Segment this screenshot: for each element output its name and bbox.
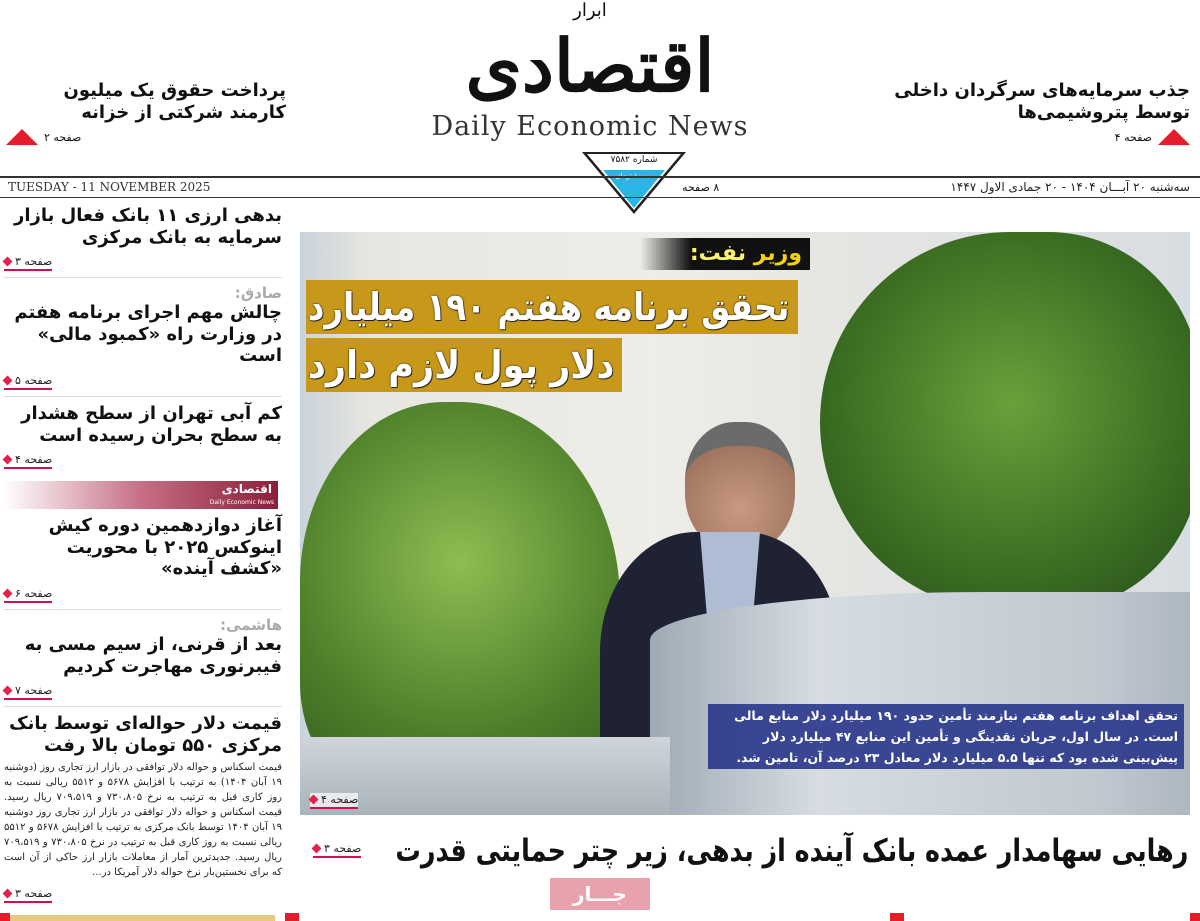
red-marker (890, 913, 904, 921)
sidebar-headline: بدهی ارزی ۱۱ بانک فعال بازار سرمایه به بانک مرکزی (13, 205, 282, 248)
date-english: TUESDAY - 11 NOVEMBER 2025 (8, 180, 211, 194)
bottom-headline[interactable]: رهایی سهامدار عمده بانک آینده از بدهی، زیر چتر حمایتی قدرت (395, 833, 1188, 869)
kicker-part: نفت: (689, 241, 747, 266)
teaser-headline: جذب سرمایه‌های سرگردان داخلی توسط پتروشیمی‌ها (894, 80, 1190, 123)
teaser-headline: پرداخت حقوق یک میلیون کارمند شرکتی از خزانه (63, 80, 286, 123)
sidebar-headline: کم آبی تهران از سطح هشدار به سطح بحران رسیده است (21, 402, 282, 446)
bottom-image-strip (10, 915, 275, 921)
teaser-page[interactable]: صفحه ۴ (1114, 130, 1152, 144)
sidebar-item[interactable] (4, 205, 282, 278)
sidebar-body: قیمت اسکناس و حواله دلار توافقی در بازار ارز تجاری روز (دوشنبه ۱۹ آبان ۱۴۰۴) به ترتیب با افزایش ۵۶۷۸ و ۵۵۱۲ ریالی نسبت به روز کاری قبل به ترتیب به نرخ ۷۳۰،۸۰۵ و ۷۰۹،۵۱۹ ریال رسید. قیمت اسکناس و حواله دلار توافقی در بازار ارز تجاری روز دوشنبه ۱۹ آبان ۱۴۰۴ توسط بانک مرکزی به ترتیب با افزایش ۵۶۷۸ و ۵۵۱۲ ریالی نسبت به روز کاری قبل به ترتیب در نرخ ۷۳۰،۸۰۵ و ۷۰۹،۵۱۹ ریال رسید. جدیدترین آمار از معاملات بازار ارز حاکی از آن است که برای نخستین‌بار نرخ حواله دلار آمریکا در... (4, 762, 283, 879)
main-caption: تحقق اهداف برنامه هفتم نیازمند تأمین حدود ۱۹۰ میلیارد دلار منابع مالی است. در سال اول، جریان نقدینگی و تأمین این منابع ۴۷ میلیارد دلار پیش‌بینی شده بود که تنها ۵.۵ میلیارد دلار معادل ۲۳ درصد آن، تامین شد. (708, 704, 1184, 769)
sidebar-headline: بعد از قرنی، از سیم مسی به فیبرنوری مهاجرت کردیم (24, 633, 282, 677)
bottom-page-link[interactable]: صفحه ۳ (313, 842, 361, 858)
brand-logo: اقتصادی (221, 482, 272, 497)
main-headline-line2[interactable]: دلار پول لازم دارد (306, 338, 622, 392)
page-link[interactable]: صفحه ۴ (4, 453, 52, 469)
page-link[interactable]: صفحه ۳ (4, 887, 52, 903)
sidebar-item[interactable] (4, 515, 282, 610)
page-count: ۸ صفحه (682, 181, 720, 194)
page-link[interactable]: صفحه ۵ (4, 374, 52, 390)
teaser-page[interactable]: صفحه ۲ (44, 130, 82, 144)
bush-right (820, 232, 1190, 612)
triangle-icon (6, 129, 38, 145)
page-link[interactable]: صفحه ۳ (4, 255, 52, 271)
page-link[interactable]: صفحه ۶ (4, 587, 52, 603)
main-page-link[interactable]: صفحه ۴ (310, 793, 358, 809)
sidebar-item[interactable] (4, 616, 282, 707)
red-marker (285, 913, 299, 921)
top-left-teaser[interactable] (6, 80, 286, 145)
jar-tag: جـــار (550, 878, 650, 910)
sidebar-kicker: صادق: (234, 284, 282, 303)
main-headline-line1[interactable]: تحقق برنامه هفتم ۱۹۰ میلیارد (306, 280, 798, 334)
triangle-icon (1158, 129, 1190, 145)
issue-number: شماره ۷۵۸۲ (610, 155, 658, 165)
red-marker (1190, 913, 1200, 921)
sidebar-headline: آغاز دوازدهمین دوره کیش اینوکس ۲۰۲۵ با محوریت «کشف آینده» (48, 515, 282, 580)
top-right-teaser[interactable] (890, 80, 1190, 145)
red-marker (0, 913, 10, 921)
logo-persian: اقتصادی (465, 23, 715, 108)
main-kicker (640, 238, 810, 270)
brand-bar (4, 481, 278, 509)
sidebar-item[interactable] (4, 713, 282, 909)
masthead-logo (415, 0, 765, 150)
logo-english: Daily Economic News (431, 111, 749, 142)
logo-small: ابرار (573, 0, 607, 21)
page-link[interactable]: صفحه ۷ (4, 684, 52, 700)
date-persian: سه‌شنبه ۲۰ آبـــان ۱۴۰۴ - ۲۰ جمادی الاول ۱۴۴۷ (950, 180, 1190, 194)
kicker-part: وزیر (753, 241, 802, 266)
sidebar-item[interactable] (4, 403, 282, 475)
sidebar (4, 205, 282, 909)
brand-logo-english: Daily Economic News (209, 499, 274, 507)
sidebar-kicker: هاشمی: (219, 615, 282, 634)
sidebar-item[interactable] (4, 284, 282, 397)
sidebar-headline: چالش مهم اجرای برنامه هفتم در وزارت راه «کمبود مالی» است (14, 302, 282, 367)
sidebar-headline: قیمت دلار حواله‌ای توسط بانک مرکزی ۵۵۰ تومان بالا رفت (9, 713, 282, 756)
